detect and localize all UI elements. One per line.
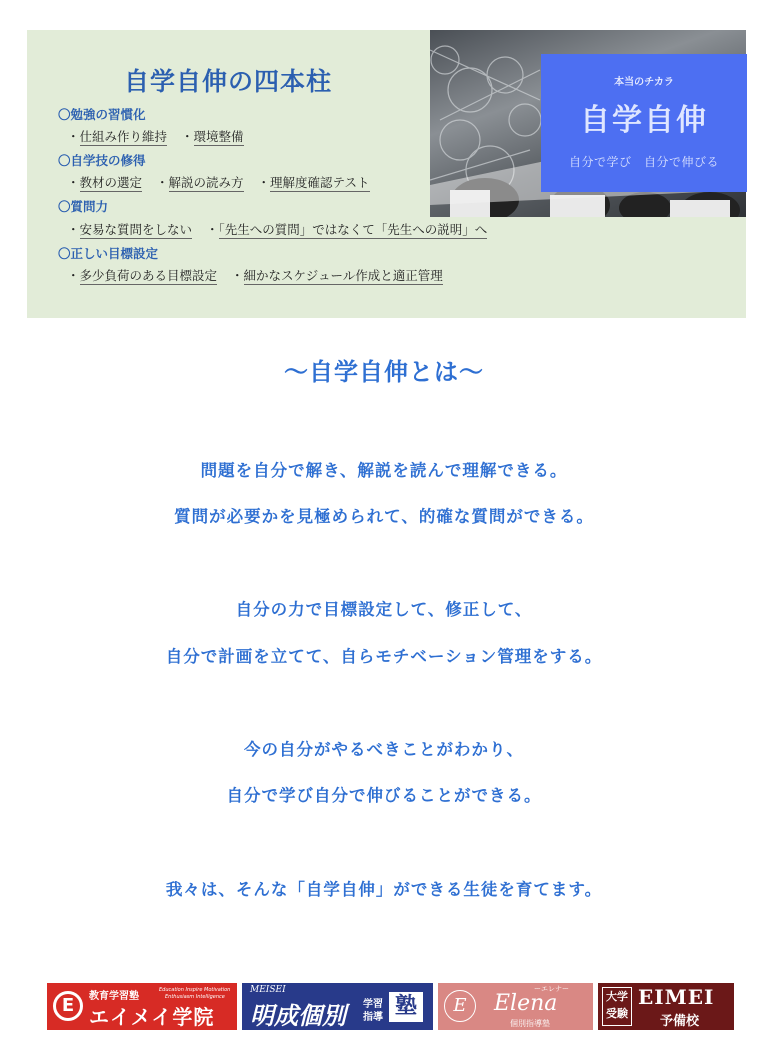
section-items-habit: ・仕組み作り維持 ・環境整備 bbox=[67, 129, 244, 144]
section-heading-skill: 〇自学技の修得 bbox=[58, 153, 146, 168]
badge-subtitle: 自分で学び 自分で伸びる bbox=[568, 155, 719, 169]
section-heading-goal: 〇正しい目標設定 bbox=[58, 246, 159, 261]
eimei-mark-icon: E bbox=[53, 991, 83, 1021]
item-text: 「先生への質問」ではなくて「先生への説明」へ bbox=[218, 222, 488, 237]
panel-title: 自学自伸の四本柱 bbox=[123, 67, 332, 96]
concept-badge bbox=[541, 54, 747, 192]
section-heading-question: 〇質問力 bbox=[58, 199, 109, 214]
item-text: 理解度確認テスト bbox=[270, 175, 370, 190]
item-text: 解説の読み方 bbox=[168, 175, 244, 190]
closing-line: 我々は、そんな「自学自伸」ができる生徒を育てます。 bbox=[165, 880, 603, 899]
item-text: 環境整備 bbox=[193, 129, 244, 144]
logo-meisei-kobetsu: MEISEI 明成個別 学習 指導 塾 bbox=[242, 983, 433, 1030]
body-line: 質問が必要かを見極められて、的確な質問ができる。 bbox=[174, 507, 594, 526]
main-heading: ～自学自伸とは～ bbox=[284, 358, 484, 386]
badge-kicker: 本当のチカラ bbox=[614, 77, 674, 88]
section-items-goal: ・多少負荷のある目標設定 ・細かなスケジュール作成と適正管理 bbox=[67, 268, 443, 283]
item-text: 多少負荷のある目標設定 bbox=[79, 268, 218, 283]
section-heading-habit: 〇勉強の習慣化 bbox=[58, 107, 146, 122]
logo-eimei-gakuin: E 教育学習塾 Education Inspire Motivation Enthusiasm Intelligence エイメイ学院 bbox=[47, 983, 237, 1030]
logo-elena: E ーエレナー Elena 個別指導塾 bbox=[438, 983, 593, 1030]
juku-box: 塾 bbox=[389, 992, 423, 1022]
item-text: 仕組み作り維持 bbox=[79, 129, 168, 144]
section-items-question: ・安易な質問をしない ・「先生への質問」ではなくて「先生への説明」へ bbox=[67, 222, 488, 237]
body-line: 自分で学び自分で伸びることができる。 bbox=[226, 786, 542, 805]
item-text: 教材の選定 bbox=[79, 175, 143, 190]
body-line: 自分で計画を立てて、自らモチベーション管理をする。 bbox=[165, 647, 603, 666]
badge-title: 自学自伸 bbox=[580, 103, 708, 138]
body-line: 今の自分がやるべきことがわかり、 bbox=[244, 740, 524, 759]
item-text: 細かなスケジュール作成と適正管理 bbox=[243, 268, 443, 283]
item-text: 安易な質問をしない bbox=[79, 222, 193, 237]
exam-box: 大学 受験 bbox=[602, 987, 632, 1026]
section-items-skill: ・教材の選定 ・解説の読み方 ・理解度確認テスト bbox=[67, 175, 370, 190]
elena-mark-icon: E bbox=[444, 990, 476, 1022]
logo-eimei-yobiko: 大学 受験 EIMEI 予備校 bbox=[598, 983, 734, 1030]
body-line: 自分の力で目標設定して、修正して、 bbox=[235, 600, 533, 619]
body-line: 問題を自分で解き、解説を読んで理解できる。 bbox=[200, 461, 568, 480]
